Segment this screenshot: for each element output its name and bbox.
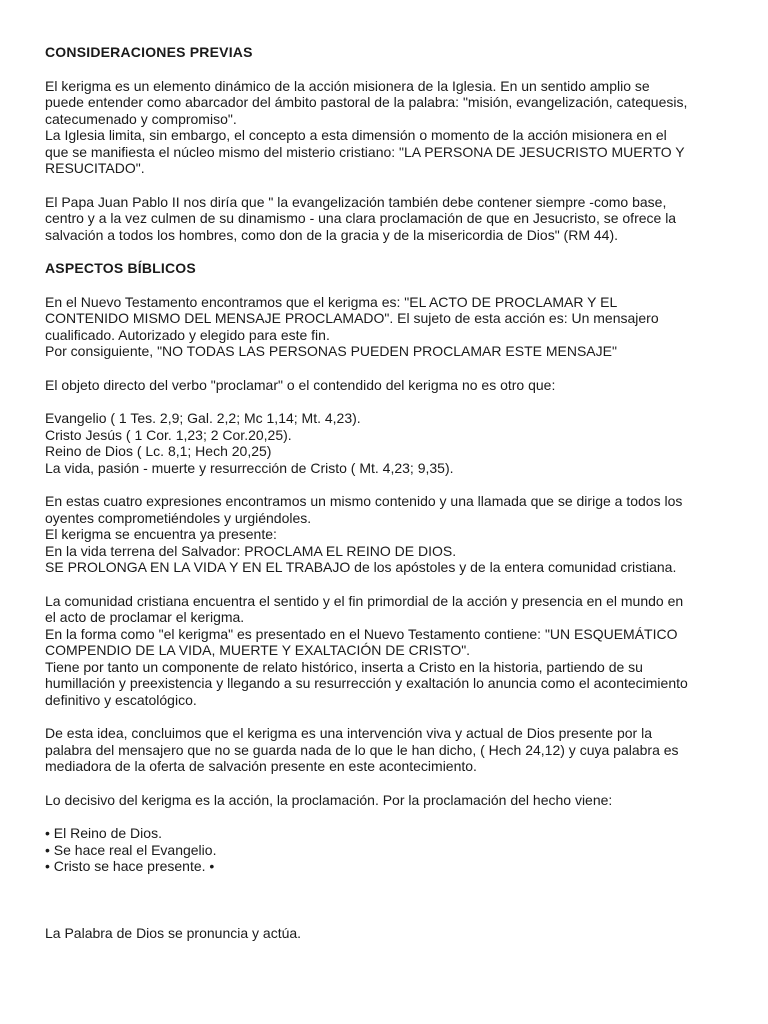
text-line: humillación y preexistencia y llegando a su resurrección y exaltación lo anuncia como el acontecimiento (45, 675, 688, 691)
text-line: En la forma como "el kerigma" es presentado en el Nuevo Testamento contiene: "UN ESQUEMÁTICO (45, 625, 678, 642)
text-line: centro y a la vez culmen de su dinamismo - una clara proclamación de que en Jesucristo, se ofrece la (45, 210, 677, 226)
text-line: Tiene por tanto un componente de relato histórico, inserta a Cristo en la historia, partiendo de su (45, 658, 643, 675)
text-line: salvación a todos los hombres, como don de la gracia y de la misericordia de Dios" (RM 44). (45, 226, 619, 243)
bullet-list (45, 825, 745, 875)
section-heading-consideraciones: CONSIDERACIONES PREVIAS (45, 44, 253, 60)
text-line: En el Nuevo Testamento encontramos que el kerigma es: "EL ACTO DE PROCLAMAR Y EL (45, 293, 618, 310)
text-line: De esta idea, concluimos que el kerigma es una intervención viva y actual de Dios presente por la (45, 725, 652, 741)
text-line: definitivo y escatológico. (45, 691, 197, 708)
text-line: La Iglesia limita, sin embargo, el concepto a esta dimensión o momento de la acción misionera en el (45, 127, 667, 143)
text-line: Reino de Dios ( Lc. 8,1; Hech 20,25) (45, 443, 272, 459)
paragraph-referencias (45, 410, 745, 476)
text-line: Evangelio ( 1 Tes. 2,9; Gal. 2,2; Mc 1,14; Mt. 4,23). (45, 410, 361, 426)
text-line: Lo decisivo del kerigma es la acción, la proclamación. Por la proclamación del hecho viene: (45, 791, 613, 808)
text-line: La Palabra de Dios se pronuncia y actúa. (45, 924, 302, 941)
text-line: El Papa Juan Pablo II nos diría que " la evangelización también debe contener siempre -como base, (45, 193, 667, 210)
list-item: • El Reino de Dios. (45, 825, 162, 841)
text-line: La vida, pasión - muerte y resurrección de Cristo ( Mt. 4,23; 9,35). (45, 459, 454, 476)
paragraph-closing (45, 892, 745, 975)
text-line: El kerigma se encuentra ya presente: (45, 526, 277, 542)
text-line: mediadora de la oferta de salvación presente en este acontecimiento. (45, 758, 477, 774)
text-line: catecumenado y compromiso". (45, 110, 237, 127)
text-line: En la vida terrena del Salvador: PROCLAMA EL REINO DE DIOS. (45, 542, 457, 559)
list-item: • Cristo se hace presente. • (45, 858, 215, 874)
text-line: Cristo Jesús ( 1 Cor. 1,23; 2 Cor.20,25). (45, 426, 292, 443)
text-line: SE PROLONGA EN LA VIDA Y EN EL TRABAJO de los apóstoles y de la entera comunidad cristiana. (45, 559, 677, 575)
paragraph-nuevo-testamento (45, 294, 745, 360)
paragraph-comunidad-cristiana (45, 593, 745, 709)
paragraph-cuatro-expresiones (45, 493, 745, 576)
section-heading-aspectos-biblicos: ASPECTOS BÍBLICOS (45, 260, 196, 276)
text-line: RESUCITADO". (45, 160, 145, 176)
text-line: que se manifiesta el núcleo mismo del misterio cristiano: "LA PERSONA DE JESUCRISTO MUERTO Y (45, 143, 685, 160)
text-line: oyentes comprometiéndoles y urgiéndoles. (45, 509, 312, 526)
text-line: Por consiguiente, "NO TODAS LAS PERSONAS PUEDEN PROCLAMAR ESTE MENSAJE" (45, 343, 617, 359)
text-line: CONTENIDO MISMO DEL MENSAJE PROCLAMADO". El sujeto de esta acción es: Un mensajero (45, 310, 659, 326)
paragraph-papa-juan-pablo (45, 194, 745, 244)
text-line: palabra del mensajero que no se guarda nada de lo que le han dicho, ( Hech 24,12) y cuya palabra es (45, 741, 679, 758)
text-line: El kerigma es un elemento dinámico de la acción misionera de la Iglesia. En un sentido amplio se (45, 77, 650, 94)
text-line: COMPENDIO DE LA VIDA, MUERTE Y EXALTACIÓN DE CRISTO". (45, 642, 471, 658)
paragraph-kerigma-intro (45, 78, 745, 177)
text-line: cualificado. Autorizado y elegido para este fin. (45, 326, 330, 343)
list-item: • Se hace real el Evangelio. (45, 841, 217, 858)
paragraph-objeto-directo (45, 377, 745, 394)
paragraph-lo-decisivo (45, 792, 745, 809)
text-line: La comunidad cristiana encuentra el sentido y el fin primordial de la acción y presencia en el mundo en (45, 592, 684, 609)
text-line: puede entender como abarcador del ámbito pastoral de la palabra: "misión, evangelización, catequesis, (45, 94, 688, 110)
text-line: el acto de proclamar el kerigma. (45, 609, 245, 625)
paragraph-intervencion-viva (45, 725, 745, 775)
document-page (45, 44, 745, 991)
text-line: En estas cuatro expresiones encontramos un mismo contenido y una llamada que se dirige a todos los (45, 493, 683, 509)
text-line: El objeto directo del verbo "proclamar" o el contendido del kerigma no es otro que: (45, 376, 556, 393)
